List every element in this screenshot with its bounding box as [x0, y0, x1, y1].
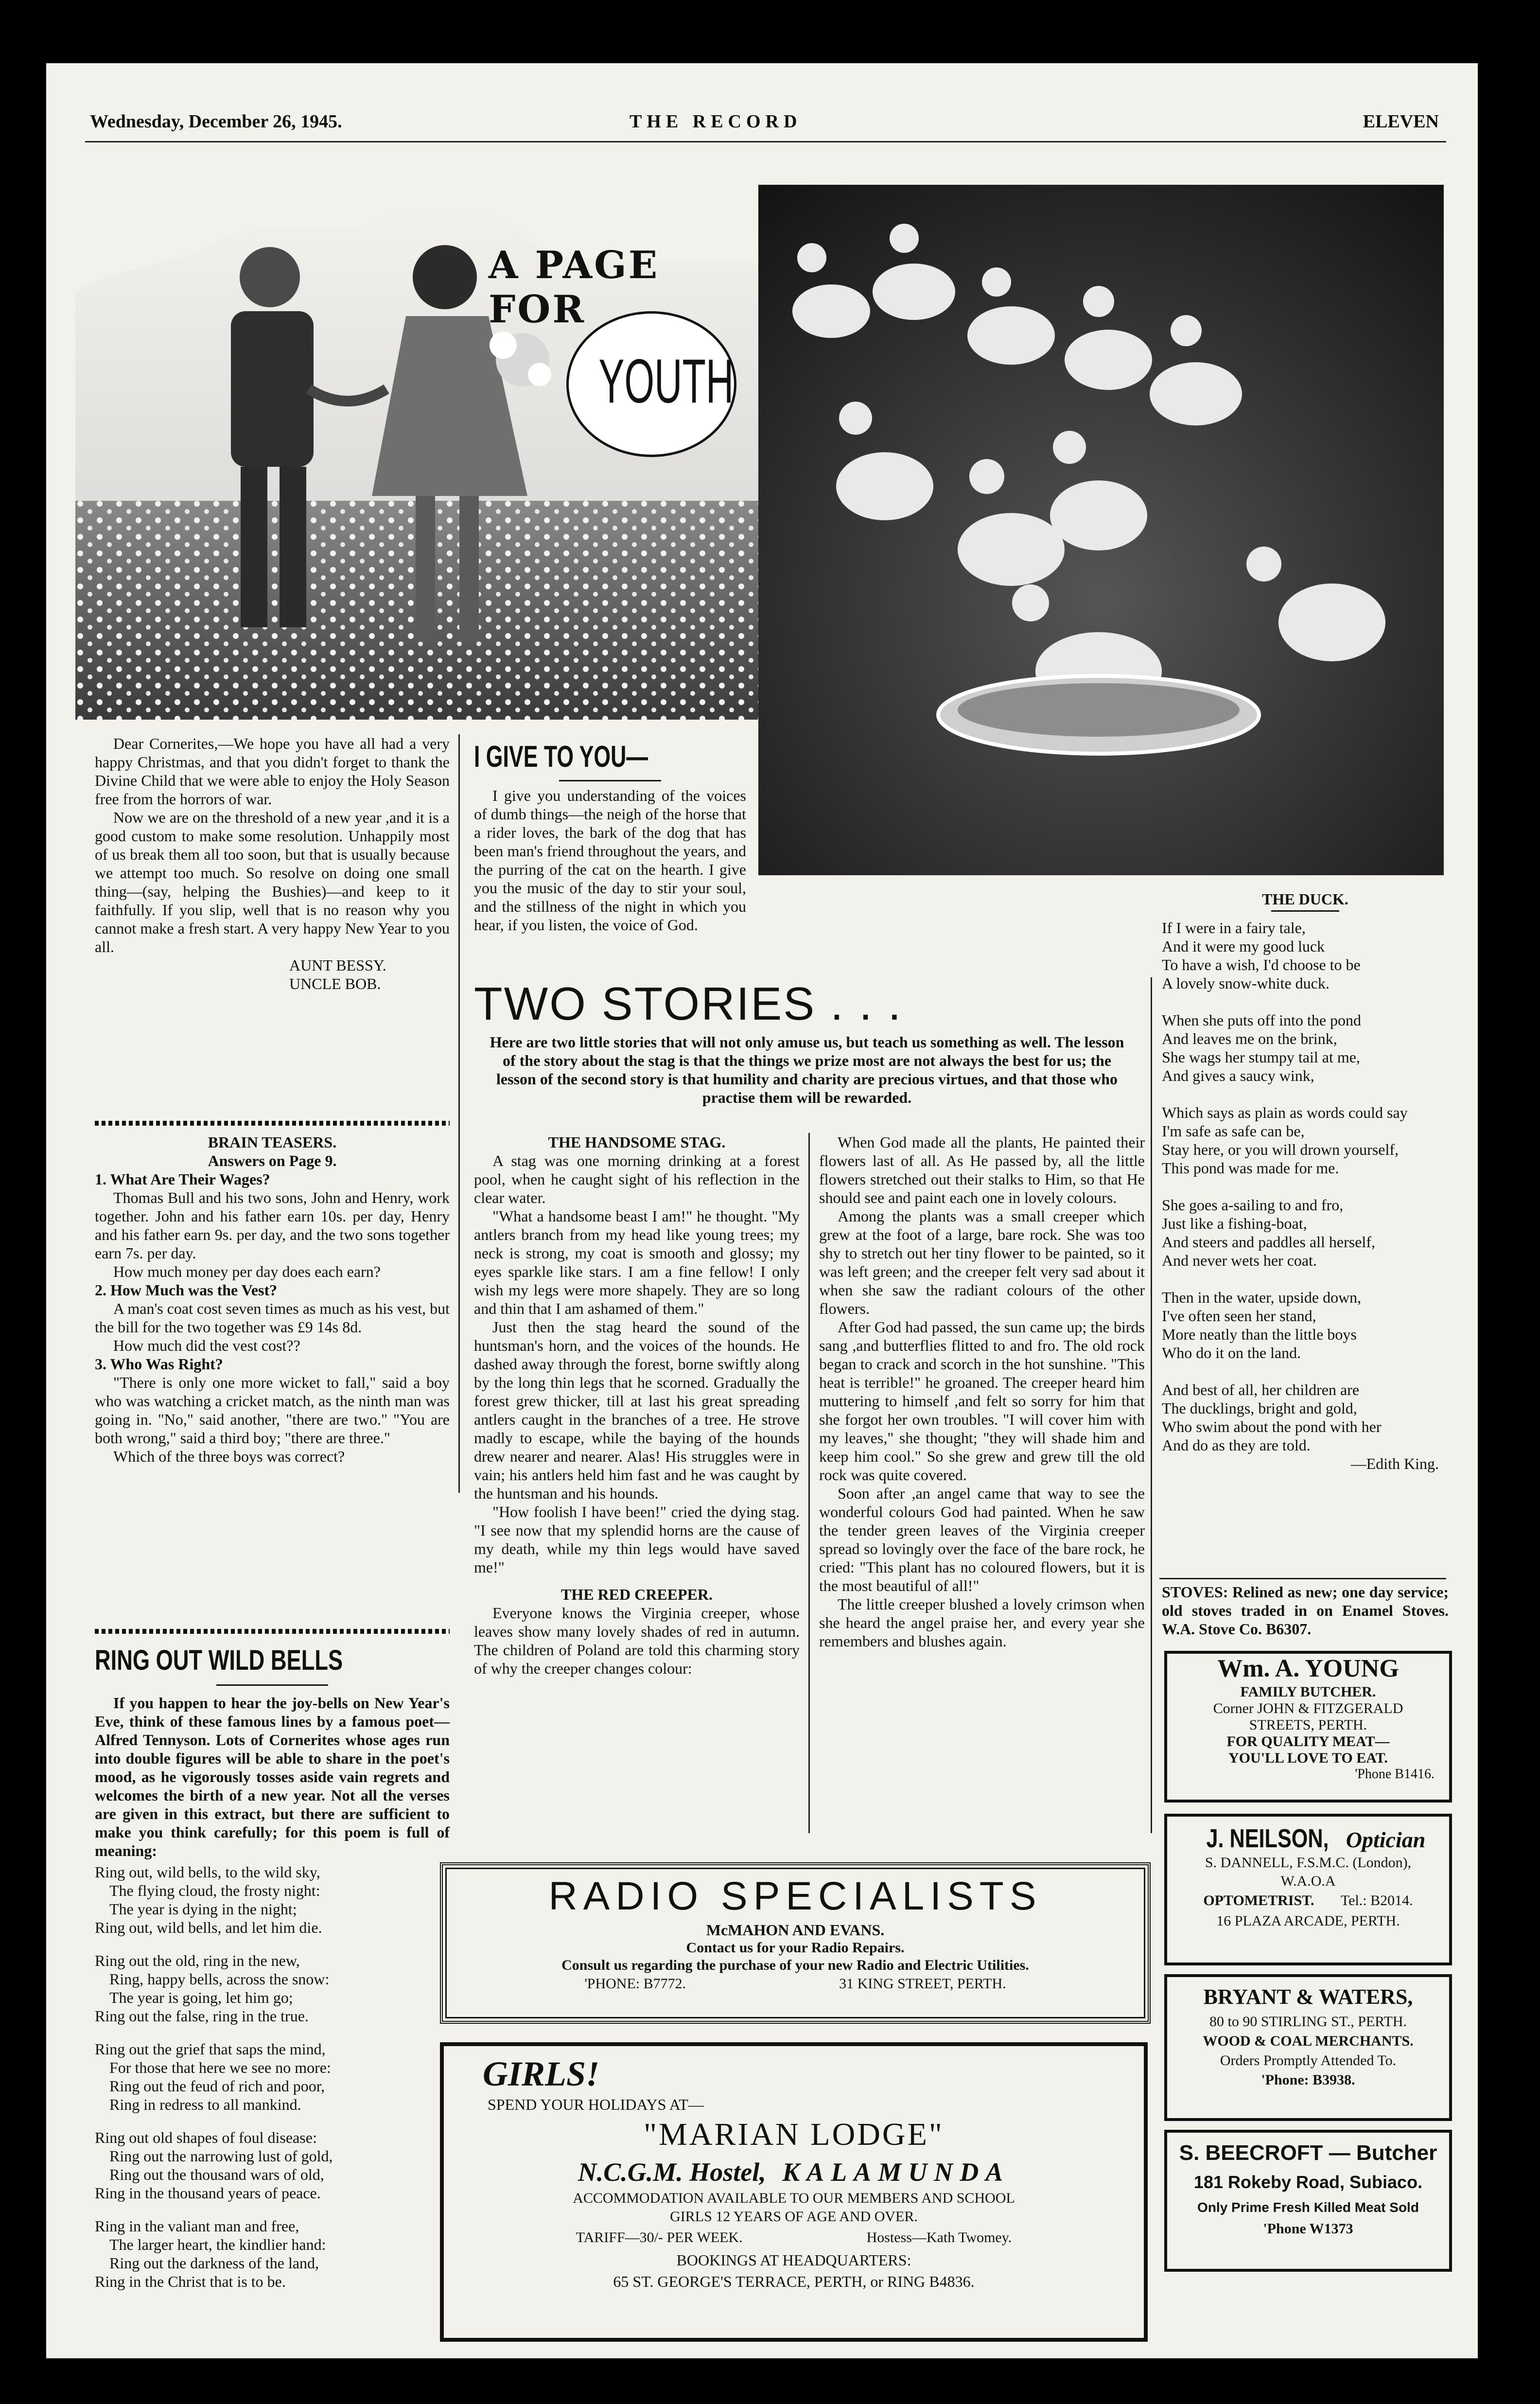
teaser-3-text: "There is only one more wicket to fall," said a boy who was watching a cricket match, as the ninth man was going in. "No," said another, "there are two." "You are both wrong," said a third boy; "there are three.": [95, 1374, 450, 1447]
lodge-girls: GIRLS!: [483, 2054, 600, 2093]
teasers-title: BRAIN TEASERS.: [208, 1133, 337, 1151]
bells-line: Ring out, wild bells, and let him die.: [95, 1919, 322, 1936]
radio-ad: [440, 1862, 1151, 2024]
bells-line: Ring out the feud of rich and poor,: [109, 2077, 325, 2095]
lodge-accommodation-2: GIRLS 12 YEARS OF AGE AND OVER.: [670, 2209, 918, 2225]
give-title: I GIVE TO YOU—: [474, 740, 648, 774]
bells-line: For those that here we see no more:: [109, 2059, 331, 2076]
stag-paragraph: A stag was one morning drinking at a forest pool, when he caught sight of his reflection in the clear water.: [474, 1152, 800, 1206]
duck-line: More neatly than the little boys: [1162, 1326, 1357, 1343]
letter-paragraph: Dear Cornerites,—We hope you have all had a very happy Christmas, and that you didn't forget to thank the Divine Child that we were able to enjoy the Holy Season free from the horrors of war.: [95, 735, 450, 808]
creeper-paragraph: After God had passed, the sun came up; the birds sang ,and butterflies flitted to and fro. The old rock began to crack and scorch in the hot sunshine. "This heat is terrible!" he groaned. The creeper heard him muttering to himself ,and felt so sorry for him that she forgot her own troubles. "I will cover him with my leaves," she thought; "they will shade him and keep him cool." So she grew and grew till the old rock was quite covered.: [819, 1318, 1145, 1484]
young-slogan-2: YOU'LL LOVE TO EAT.: [1228, 1750, 1388, 1766]
duck-line: And do as they are told.: [1162, 1436, 1311, 1454]
creeper-paragraph: When God made all the plants, He painted their flowers last of all. As He passed by, all the little flowers stretched out their stalks to Him, so that He should see and paint each one in lovely colours.: [819, 1133, 1145, 1206]
ring-out-wild-bells: [95, 1644, 450, 2291]
bryant-phone: 'Phone: B3938.: [1261, 2072, 1355, 2088]
newspaper-page: [46, 63, 1478, 2358]
paper-name: THE RECORD: [630, 111, 802, 132]
bells-line: Ring out, wild bells, to the wild sky,: [95, 1863, 320, 1881]
duck-poem: [1162, 890, 1449, 1473]
bells-line: Ring out the false, ring in the true.: [95, 2007, 309, 2025]
beecroft-phone: 'Phone W1373: [1263, 2221, 1353, 2237]
bells-line: Ring out the thousand wars of old,: [109, 2166, 324, 2183]
bryant-ad: [1164, 1974, 1452, 2121]
duck-line: Stay here, or you will drown yourself,: [1162, 1141, 1399, 1158]
teaser-2-text: A man's coat cost seven times as much as his vest, but the bill for the two together was £9 14s 8d.: [95, 1300, 450, 1336]
neilson-line-1: S. DANNELL, F.S.M.C. (London),: [1205, 1855, 1412, 1871]
young-address-2: STREETS, PERTH.: [1249, 1717, 1367, 1733]
duck-author: —Edith King.: [1350, 1455, 1439, 1472]
teaser-3-question: Which of the three boys was correct?: [113, 1448, 345, 1465]
letter-paragraph: Now we are on the threshold of a new year ,and it is a good custom to make some resolution. Unhappily most of us break them all too soon, but that is usually because we attempt too much. So resolve on doing one small thing—(say, helping the Bushies)—and keep to it faithfully. If you slip, well that is no reason why you cannot make a fresh start. A very happy New Year to you all.: [95, 809, 450, 955]
young-slogan-1: FOR QUALITY MEAT—: [1226, 1733, 1390, 1750]
section-rule: [1159, 1578, 1446, 1579]
duck-line: She goes a-sailing to and fro,: [1162, 1196, 1344, 1214]
teasers-subtitle: Answers on Page 9.: [208, 1152, 337, 1169]
duck-line: And it were my good luck: [1162, 937, 1325, 955]
bells-line: Ring in the valiant man and free,: [95, 2217, 299, 2235]
page-for-heading: A PAGE FOR: [489, 243, 660, 332]
creeper-paragraph: The little creeper blushed a lovely crimson when she heard the angel praise her, and every year she remembers and blushes again.: [819, 1595, 1145, 1650]
bells-line: The flying cloud, the frosty night:: [109, 1882, 320, 1899]
give-text: I give you understanding of the voices of dumb things—the neigh of the horse that a rider loves, the bark of the dog that has been man's friend throughout the years, and the purring of the cat on the hearth. I give you the music of the day to stir your soul, and the stillness of the night in which you hear, if you listen, the voice of God.: [474, 787, 746, 934]
bells-poem: [95, 1863, 450, 2291]
beecroft-address: 181 Rokeby Road, Subiaco.: [1193, 2172, 1423, 2192]
duck-line: A lovely snow-white duck.: [1162, 974, 1330, 992]
duck-line: This pond was made for me.: [1162, 1159, 1339, 1177]
bells-line: Ring, happy bells, across the snow:: [109, 1970, 330, 1988]
creeper-title: THE RED CREEPER.: [560, 1586, 713, 1603]
neilson-line-2: W.A.O.A: [1280, 1873, 1336, 1889]
neilson-trade: Optician: [1346, 1827, 1426, 1852]
duck-line: I've often seen her stand,: [1162, 1307, 1316, 1325]
bells-line: Ring out the old, ring in the new,: [95, 1952, 300, 1969]
stag-story: [474, 1133, 800, 1678]
column-rule: [1151, 977, 1152, 1833]
radio-line-1: Contact us for your Radio Repairs.: [686, 1940, 905, 1956]
duck-rule: [1271, 910, 1339, 912]
duck-line: I'm safe as safe can be,: [1162, 1122, 1305, 1140]
bells-rule: [216, 1684, 328, 1686]
bryant-line: Orders Promptly Attended To.: [1220, 2052, 1397, 2068]
children-photo: [75, 185, 770, 720]
duck-line: Which says as plain as words could say: [1162, 1104, 1408, 1121]
duck-title: THE DUCK.: [1262, 890, 1348, 908]
youth-heading: YOUTH: [598, 347, 734, 416]
duck-line: To have a wish, I'd choose to be: [1162, 956, 1361, 973]
stories-title: TWO STORIES . . .: [474, 978, 903, 1030]
bells-line: Ring out the grief that saps the mind,: [95, 2040, 326, 2058]
duck-line: The ducklings, bright and gold,: [1162, 1399, 1357, 1417]
neilson-name: J. NEILSON,: [1206, 1824, 1329, 1853]
duck-line: When she puts off into the pond: [1162, 1011, 1362, 1029]
editor-letter: [95, 734, 450, 993]
bells-line: Ring in the Christ that is to be.: [95, 2273, 286, 2290]
radio-address: 31 KING STREET, PERTH.: [839, 1976, 1006, 1992]
duck-line: And leaves me on the brink,: [1162, 1030, 1337, 1047]
teaser-2-question: How much did the vest cost??: [113, 1337, 300, 1354]
signature-uncle: UNCLE BOB.: [289, 975, 381, 992]
teaser-1-title: 1. What Are Their Wages?: [95, 1170, 270, 1188]
bells-line: Ring out the narrowing lust of gold,: [109, 2147, 333, 2165]
bryant-name: BRYANT & WATERS,: [1203, 1985, 1413, 2009]
stories-intro: Here are two little stories that will not only amuse us, but teach us something as well. The lesson of the story about the stag is that the things we prize most are not always the best for us; the lesson of the second story is that humility and charity are precious virtues, and that those who practise them will be rewarded.: [490, 1033, 1124, 1106]
beecroft-name: S. BEECROFT — Butcher: [1179, 2141, 1437, 2165]
bells-intro: If you happen to hear the joy-bells on New Year's Eve, think of these famous lines by a famous poet—Alfred Tennyson. Lots of Cornerites whose ages run into double figures will be able to share in the poet's mood, as he vigorously tosses aside vain regrets and welcomes the birth of a new year. Not all the verses are given in this extract, but there are sufficient to make you think carefully; for this poem is full of meaning:: [95, 1694, 450, 1859]
bells-line: The year is dying in the night;: [109, 1900, 297, 1918]
ducks-photo: [758, 185, 1444, 875]
neilson-tel: Tel.: B2014.: [1340, 1892, 1413, 1909]
zigzag-divider: [95, 1121, 450, 1126]
radio-phone: 'PHONE: B7772.: [584, 1976, 686, 1992]
duck-line: Who do it on the land.: [1162, 1344, 1301, 1361]
young-trade: FAMILY BUTCHER.: [1240, 1684, 1376, 1700]
teaser-3-title: 3. Who Was Right?: [95, 1355, 223, 1373]
duck-line: And gives a saucy wink,: [1162, 1067, 1314, 1084]
duck-line: She wags her stumpy tail at me,: [1162, 1048, 1360, 1066]
creeper-story: [819, 1133, 1145, 1650]
lodge-town: KALAMUNDA: [782, 2157, 1010, 2187]
lodge-name: "MARIAN LODGE": [644, 2117, 944, 2152]
young-phone: 'Phone B1416.: [1355, 1767, 1435, 1782]
teaser-1-question: How much money per day does each earn?: [113, 1263, 381, 1280]
zigzag-divider: [95, 1629, 450, 1634]
page-number: ELEVEN: [1363, 111, 1439, 132]
teaser-2-title: 2. How Much was the Vest?: [95, 1281, 278, 1299]
column-rule: [458, 734, 460, 1493]
give-rule: [559, 780, 661, 781]
neilson-address: 16 PLAZA ARCADE, PERTH.: [1216, 1913, 1400, 1929]
duck-line: And best of all, her children are: [1162, 1381, 1360, 1398]
radio-line-2: Consult us regarding the purchase of your new Radio and Electric Utilities.: [561, 1957, 1029, 1973]
two-stories: [474, 977, 1140, 1107]
teaser-1-text: Thomas Bull and his two sons, John and Henry, work together. John and his father earn 10s. per day, Henry and his father earn 9s. per day, and the two sons together earn 7s. per day.: [95, 1189, 450, 1262]
stag-title: THE HANDSOME STAG.: [548, 1133, 726, 1151]
bryant-address: 80 to 90 STIRLING ST., PERTH.: [1209, 2014, 1407, 2030]
i-give-to-you: [474, 739, 746, 934]
issue-date: Wednesday, December 26, 1945.: [90, 111, 342, 132]
lodge-accommodation-1: ACCOMMODATION AVAILABLE TO OUR MEMBERS AND SCHOOL: [573, 2190, 1015, 2206]
neilson-optometrist: OPTOMETRIST.: [1203, 1892, 1314, 1909]
bells-line: Ring in redress to all mankind.: [109, 2096, 301, 2113]
bells-title: RING OUT WILD BELLS: [95, 1644, 343, 1676]
creeper-paragraph: Among the plants was a small creeper which grew at the foot of a large, bare rock. She was too shy to stretch out her tiny flower to be painted, so it was left green; and the creeper felt very sad about it when she saw the radiant colours of the other flowers.: [819, 1207, 1145, 1317]
radio-firm: McMAHON AND EVANS.: [706, 1921, 885, 1939]
lodge-address: 65 ST. GEORGE'S TERRACE, PERTH, or RING B4836.: [613, 2273, 975, 2290]
brain-teasers: [95, 1133, 450, 1466]
stag-paragraph: "What a handsome beast I am!" he thought. "My antlers branch from my head like young trees; my neck is strong, my coat is smooth and glossy; my eyes sparkle like stars. I am a fine fellow! I only wish my legs were more shapely. They are so long and thin that I am ashamed of them.": [474, 1207, 800, 1317]
young-name: Wm. A. YOUNG: [1217, 1655, 1399, 1682]
column-rule: [808, 1133, 810, 1833]
creeper-paragraph: Soon after ,an angel came that way to see the wonderful colours God had painted. When he saw the tender green leaves of the Virginia creeper spread so lovingly over the face of the bare rock, he cried: "This plant has no coloured flowers, but it is the most beautiful of all!": [819, 1485, 1145, 1594]
stag-paragraph: Just then the stag heard the sound of the huntsman's horn, and the voices of the hounds. He dashed away through the forest, borne swiftly along by the long thin legs that he scorned. Gradually the forest grew thicker, till at last his great spreading antlers caught in the branches of a tree. He strove madly to escape, while the baying of the hounds drew nearer and nearer. Alas! His struggles were in vain; his antlers held him fast and he was caught by the huntsman and his hounds.: [474, 1318, 800, 1502]
lodge-spend: SPEND YOUR HOLIDAYS AT—: [488, 2096, 704, 2113]
bells-line: The year is going, let him go;: [109, 1989, 293, 2006]
young-ad: [1164, 1651, 1452, 1803]
duck-line: If I were in a fairy tale,: [1162, 919, 1306, 937]
duck-line: Who swim about the pond with her: [1162, 1418, 1382, 1435]
bryant-trade: WOOD & COAL MERCHANTS.: [1203, 2033, 1414, 2049]
duck-line: Just like a fishing-boat,: [1162, 1215, 1307, 1232]
stoves-ad: STOVES: Relined as new; one day service; old stoves traded in on Enamel Stoves. W.A. Stove Co. B6307.: [1162, 1583, 1449, 1638]
neilson-ad: [1164, 1814, 1452, 1965]
marian-lodge-ad: [440, 2042, 1148, 2342]
lodge-tariff: TARIFF—30/- PER WEEK.: [576, 2229, 743, 2245]
lodge-bookings: BOOKINGS AT HEADQUARTERS:: [676, 2251, 911, 2269]
young-address-1: Corner JOHN & FITZGERALD: [1213, 1700, 1403, 1716]
beecroft-ad: [1164, 2130, 1452, 2272]
bells-line: Ring out the darkness of the land,: [109, 2254, 319, 2272]
creeper-paragraph: Everyone knows the Virginia creeper, whose leaves show many lovely shades of red in autumn. The children of Poland are told this charming story of why the creeper changes colour:: [474, 1604, 800, 1677]
radio-title: RADIO SPECIALISTS: [548, 1874, 1042, 1918]
signature-aunt: AUNT BESSY.: [289, 956, 386, 974]
beecroft-line: Only Prime Fresh Killed Meat Sold: [1197, 2200, 1419, 2215]
bells-line: Ring in the thousand years of peace.: [95, 2184, 321, 2202]
lodge-hostel: N.C.G.M. Hostel,: [578, 2157, 766, 2187]
duck-line: And steers and paddles all herself,: [1162, 1233, 1375, 1251]
duck-line: Then in the water, upside down,: [1162, 1289, 1362, 1306]
duck-line: And never wets her coat.: [1162, 1252, 1317, 1269]
masthead-rule: [85, 141, 1446, 142]
lodge-hostess: Hostess—Kath Twomey.: [866, 2229, 1012, 2245]
stag-paragraph: "How foolish I have been!" cried the dying stag. "I see now that my splendid horns are the cause of my death, while my thin legs would have saved me!": [474, 1503, 800, 1576]
bells-line: Ring out old shapes of foul disease:: [95, 2129, 317, 2146]
bells-line: The larger heart, the kindlier hand:: [109, 2236, 326, 2253]
